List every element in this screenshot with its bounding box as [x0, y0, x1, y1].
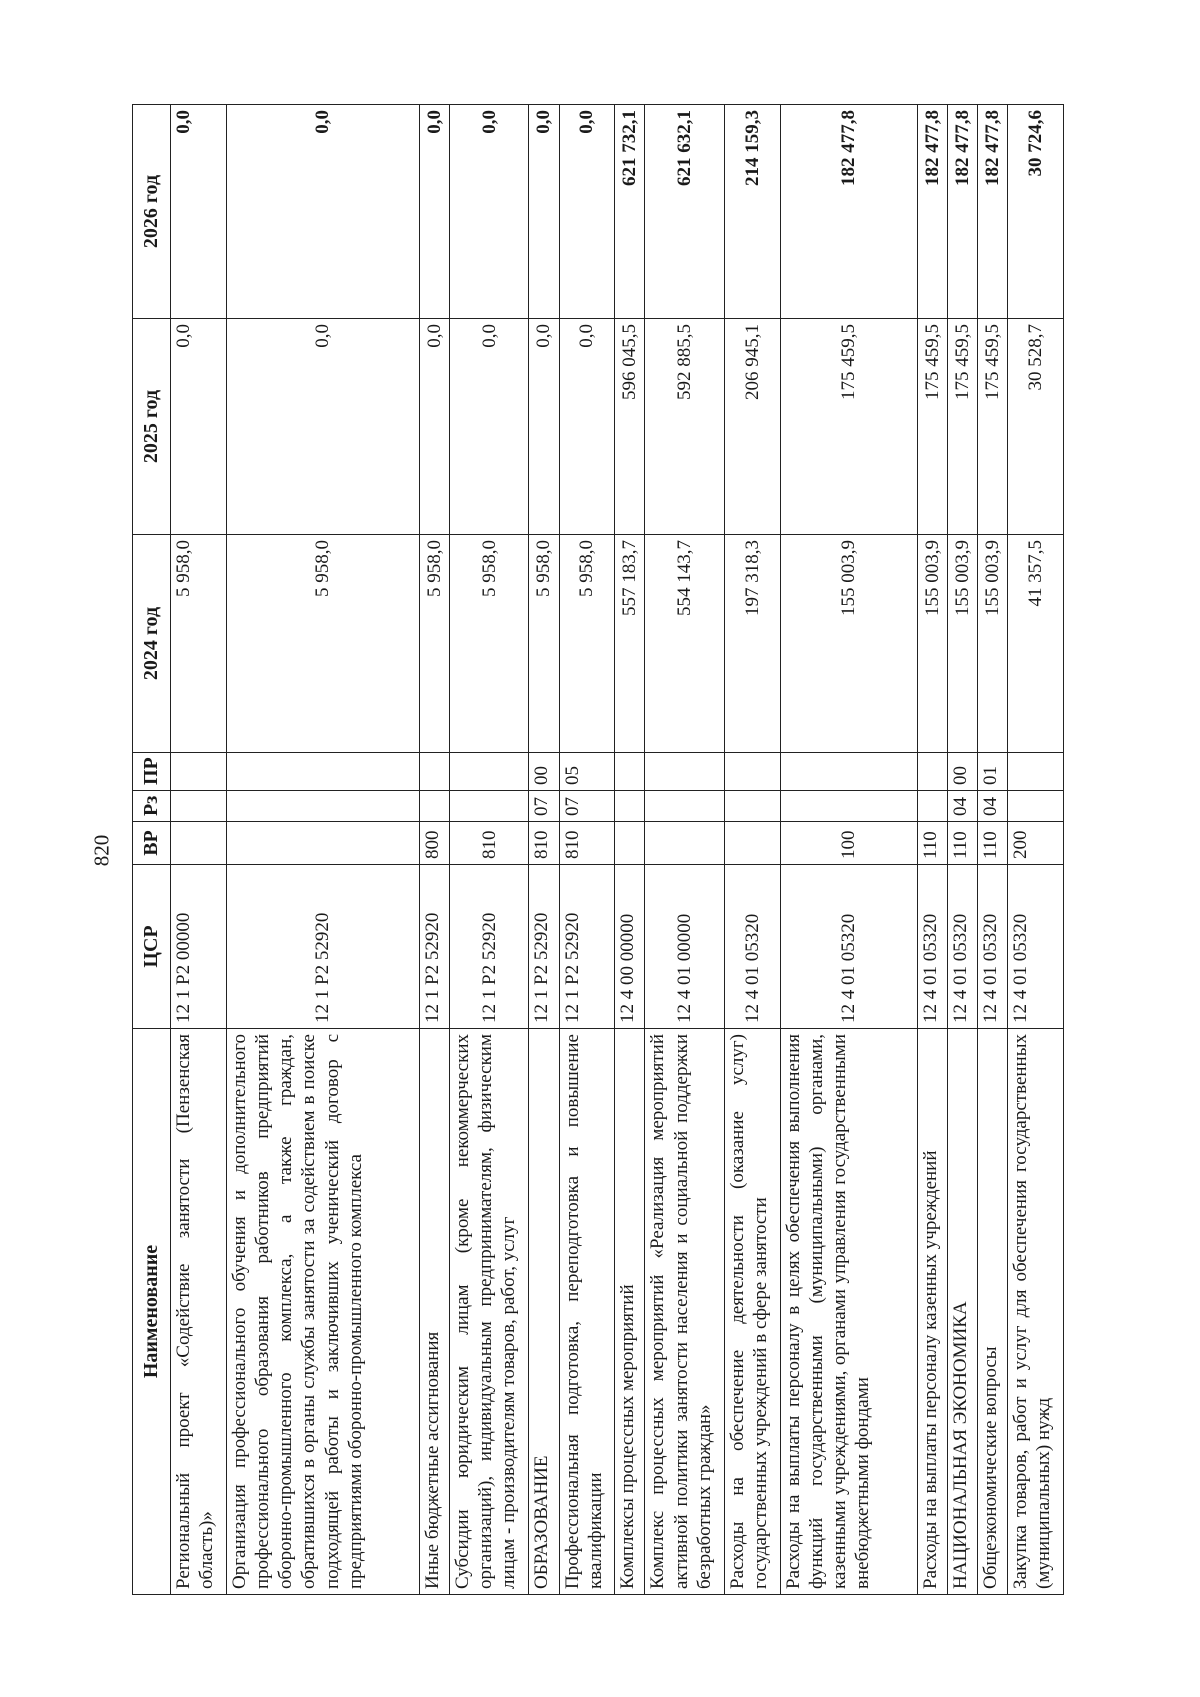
row-name: Расходы на выплаты персоналу казенных учреждений [917, 1029, 947, 1595]
row-pr [171, 753, 227, 791]
row-csr: 12 1 Р2 52920 [559, 865, 615, 1029]
row-csr: 12 4 01 05320 [724, 865, 780, 1029]
row-vr: 100 [780, 822, 917, 865]
row-vr: 110 [948, 822, 978, 865]
table-row [645, 105, 724, 1595]
row-2024: 155 003,9 [948, 535, 978, 753]
row-2026: 621 632,1 [645, 105, 724, 319]
header-2026: 2026 год [133, 105, 171, 319]
row-2024: 554 143,7 [645, 535, 724, 753]
row-rz [724, 791, 780, 822]
row-csr: 12 1 Р2 00000 [171, 865, 227, 1029]
row-csr: 12 4 01 05320 [780, 865, 917, 1029]
row-csr: 12 1 Р2 52920 [420, 865, 450, 1029]
row-2025: 0,0 [450, 319, 529, 535]
row-vr: 200 [1008, 822, 1064, 865]
row-rz [780, 791, 917, 822]
row-vr [171, 822, 227, 865]
table-row [171, 105, 227, 1595]
row-2025: 596 045,5 [615, 319, 645, 535]
row-2025: 0,0 [420, 319, 450, 535]
row-name: Расходы на обеспечение деятельности (оказание услуг) государственных учреждений в сфере занятости [724, 1029, 780, 1595]
row-rz [226, 791, 419, 822]
row-csr: 12 4 01 05320 [978, 865, 1008, 1029]
row-vr: 810 [529, 822, 559, 865]
table-row [420, 105, 450, 1595]
row-2026: 0,0 [420, 105, 450, 319]
row-vr: 800 [420, 822, 450, 865]
row-2026: 182 477,8 [780, 105, 917, 319]
row-pr [226, 753, 419, 791]
row-name: Общеэкономические вопросы [978, 1029, 1008, 1595]
row-2024: 557 183,7 [615, 535, 645, 753]
row-2026: 0,0 [529, 105, 559, 319]
table-row [780, 105, 917, 1595]
row-2026: 0,0 [226, 105, 419, 319]
row-csr: 12 4 00 00000 [615, 865, 645, 1029]
table-row [529, 105, 559, 1595]
row-2024: 5 958,0 [450, 535, 529, 753]
row-2026: 30 724,6 [1008, 105, 1064, 319]
row-2025: 206 945,1 [724, 319, 780, 535]
row-csr: 12 1 Р2 52920 [450, 865, 529, 1029]
table-row [948, 105, 978, 1595]
row-2026: 0,0 [450, 105, 529, 319]
row-2026: 621 732,1 [615, 105, 645, 319]
row-2024: 155 003,9 [978, 535, 1008, 753]
row-2024: 155 003,9 [917, 535, 947, 753]
row-rz: 07 [529, 791, 559, 822]
row-2026: 182 477,8 [978, 105, 1008, 319]
row-2025: 175 459,5 [978, 319, 1008, 535]
table-row [559, 105, 615, 1595]
row-2026: 182 477,8 [948, 105, 978, 319]
table-row [978, 105, 1008, 1595]
row-2025: 0,0 [529, 319, 559, 535]
row-pr: 00 [948, 753, 978, 791]
row-pr [1008, 753, 1064, 791]
header-pr: ПР [133, 753, 171, 791]
row-2025: 0,0 [559, 319, 615, 535]
row-rz [917, 791, 947, 822]
row-name: ОБРАЗОВАНИЕ [529, 1029, 559, 1595]
row-pr [615, 753, 645, 791]
header-vr: ВР [133, 822, 171, 865]
row-rz: 04 [948, 791, 978, 822]
header-name: Наименование [133, 1029, 171, 1595]
row-csr: 12 4 01 05320 [1008, 865, 1064, 1029]
table-row [724, 105, 780, 1595]
table-header-row [133, 105, 171, 1595]
row-name: Субсидии юридическим лицам (кроме некоммерческих организаций), индивидуальным предпринимателям, физическим лицам - производителям товаров, работ, услуг [450, 1029, 529, 1595]
row-rz [450, 791, 529, 822]
row-rz [615, 791, 645, 822]
row-vr [645, 822, 724, 865]
row-2024: 41 357,5 [1008, 535, 1064, 753]
row-vr: 810 [450, 822, 529, 865]
header-csr: ЦСР [133, 865, 171, 1029]
table-row [226, 105, 419, 1595]
row-rz [645, 791, 724, 822]
row-name: Расходы на выплаты персоналу в целях обеспечения выполнения функций государственными (муниципальными) органами, казенными учреждениями, органами управления государственными внебюджетными фондами [780, 1029, 917, 1595]
row-csr: 12 1 Р2 52920 [529, 865, 559, 1029]
row-2026: 182 477,8 [917, 105, 947, 319]
row-2026: 0,0 [559, 105, 615, 319]
row-pr: 00 [529, 753, 559, 791]
row-name: НАЦИОНАЛЬНАЯ ЭКОНОМИКА [948, 1029, 978, 1595]
row-pr: 01 [978, 753, 1008, 791]
row-name: Профессиональная подготовка, переподготовка и повышение квалификации [559, 1029, 615, 1595]
row-pr [724, 753, 780, 791]
row-rz [420, 791, 450, 822]
header-rz: Рз [133, 791, 171, 822]
table-row [615, 105, 645, 1595]
row-rz [1008, 791, 1064, 822]
row-vr: 810 [559, 822, 615, 865]
row-2024: 5 958,0 [226, 535, 419, 753]
row-pr [917, 753, 947, 791]
row-csr: 12 4 01 00000 [645, 865, 724, 1029]
row-2024: 5 958,0 [559, 535, 615, 753]
row-pr [450, 753, 529, 791]
row-name: Организация профессионального обучения и дополнительного профессионального образования работников предприятий оборонно-промышленного комплекса, а также граждан, обратившихся в органы службы занятости за содействием в поиске подходящей работы и заключивших ученический договор с предприятиями оборонно-промышленного комплекса [226, 1029, 419, 1595]
row-csr: 12 4 01 05320 [948, 865, 978, 1029]
budget-table [132, 104, 1064, 1595]
row-rz: 07 [559, 791, 615, 822]
row-pr [420, 753, 450, 791]
row-name: Региональный проект «Содействие занятости (Пензенская область)» [171, 1029, 227, 1595]
row-2025: 175 459,5 [948, 319, 978, 535]
row-csr: 12 1 Р2 52920 [226, 865, 419, 1029]
row-2024: 5 958,0 [171, 535, 227, 753]
row-2024: 155 003,9 [780, 535, 917, 753]
row-2025: 592 885,5 [645, 319, 724, 535]
row-pr: 05 [559, 753, 615, 791]
row-2024: 5 958,0 [529, 535, 559, 753]
row-pr [645, 753, 724, 791]
row-2026: 0,0 [171, 105, 227, 319]
row-2025: 0,0 [171, 319, 227, 535]
row-2025: 30 528,7 [1008, 319, 1064, 535]
table-row [1008, 105, 1064, 1595]
row-csr: 12 4 01 05320 [917, 865, 947, 1029]
row-2025: 175 459,5 [917, 319, 947, 535]
row-2024: 197 318,3 [724, 535, 780, 753]
row-name: Комплекс процессных мероприятий «Реализация мероприятий активной политики занятости населения и социальной поддержки безработных граждан» [645, 1029, 724, 1595]
rotated-table-container [132, 105, 1064, 1595]
table-row [917, 105, 947, 1595]
row-vr [615, 822, 645, 865]
row-name: Комплексы процессных мероприятий [615, 1029, 645, 1595]
row-rz [171, 791, 227, 822]
row-rz: 04 [978, 791, 1008, 822]
row-vr [226, 822, 419, 865]
header-2025: 2025 год [133, 319, 171, 535]
table-row [450, 105, 529, 1595]
row-2025: 0,0 [226, 319, 419, 535]
row-pr [780, 753, 917, 791]
row-2026: 214 159,3 [724, 105, 780, 319]
row-vr: 110 [917, 822, 947, 865]
row-2024: 5 958,0 [420, 535, 450, 753]
header-2024: 2024 год [133, 535, 171, 753]
row-name: Закупка товаров, работ и услуг для обеспечения государственных (муниципальных) нужд [1008, 1029, 1064, 1595]
row-vr: 110 [978, 822, 1008, 865]
row-name: Иные бюджетные ассигнования [420, 1029, 450, 1595]
page-number: 820 [89, 834, 114, 867]
row-vr [724, 822, 780, 865]
row-2025: 175 459,5 [780, 319, 917, 535]
